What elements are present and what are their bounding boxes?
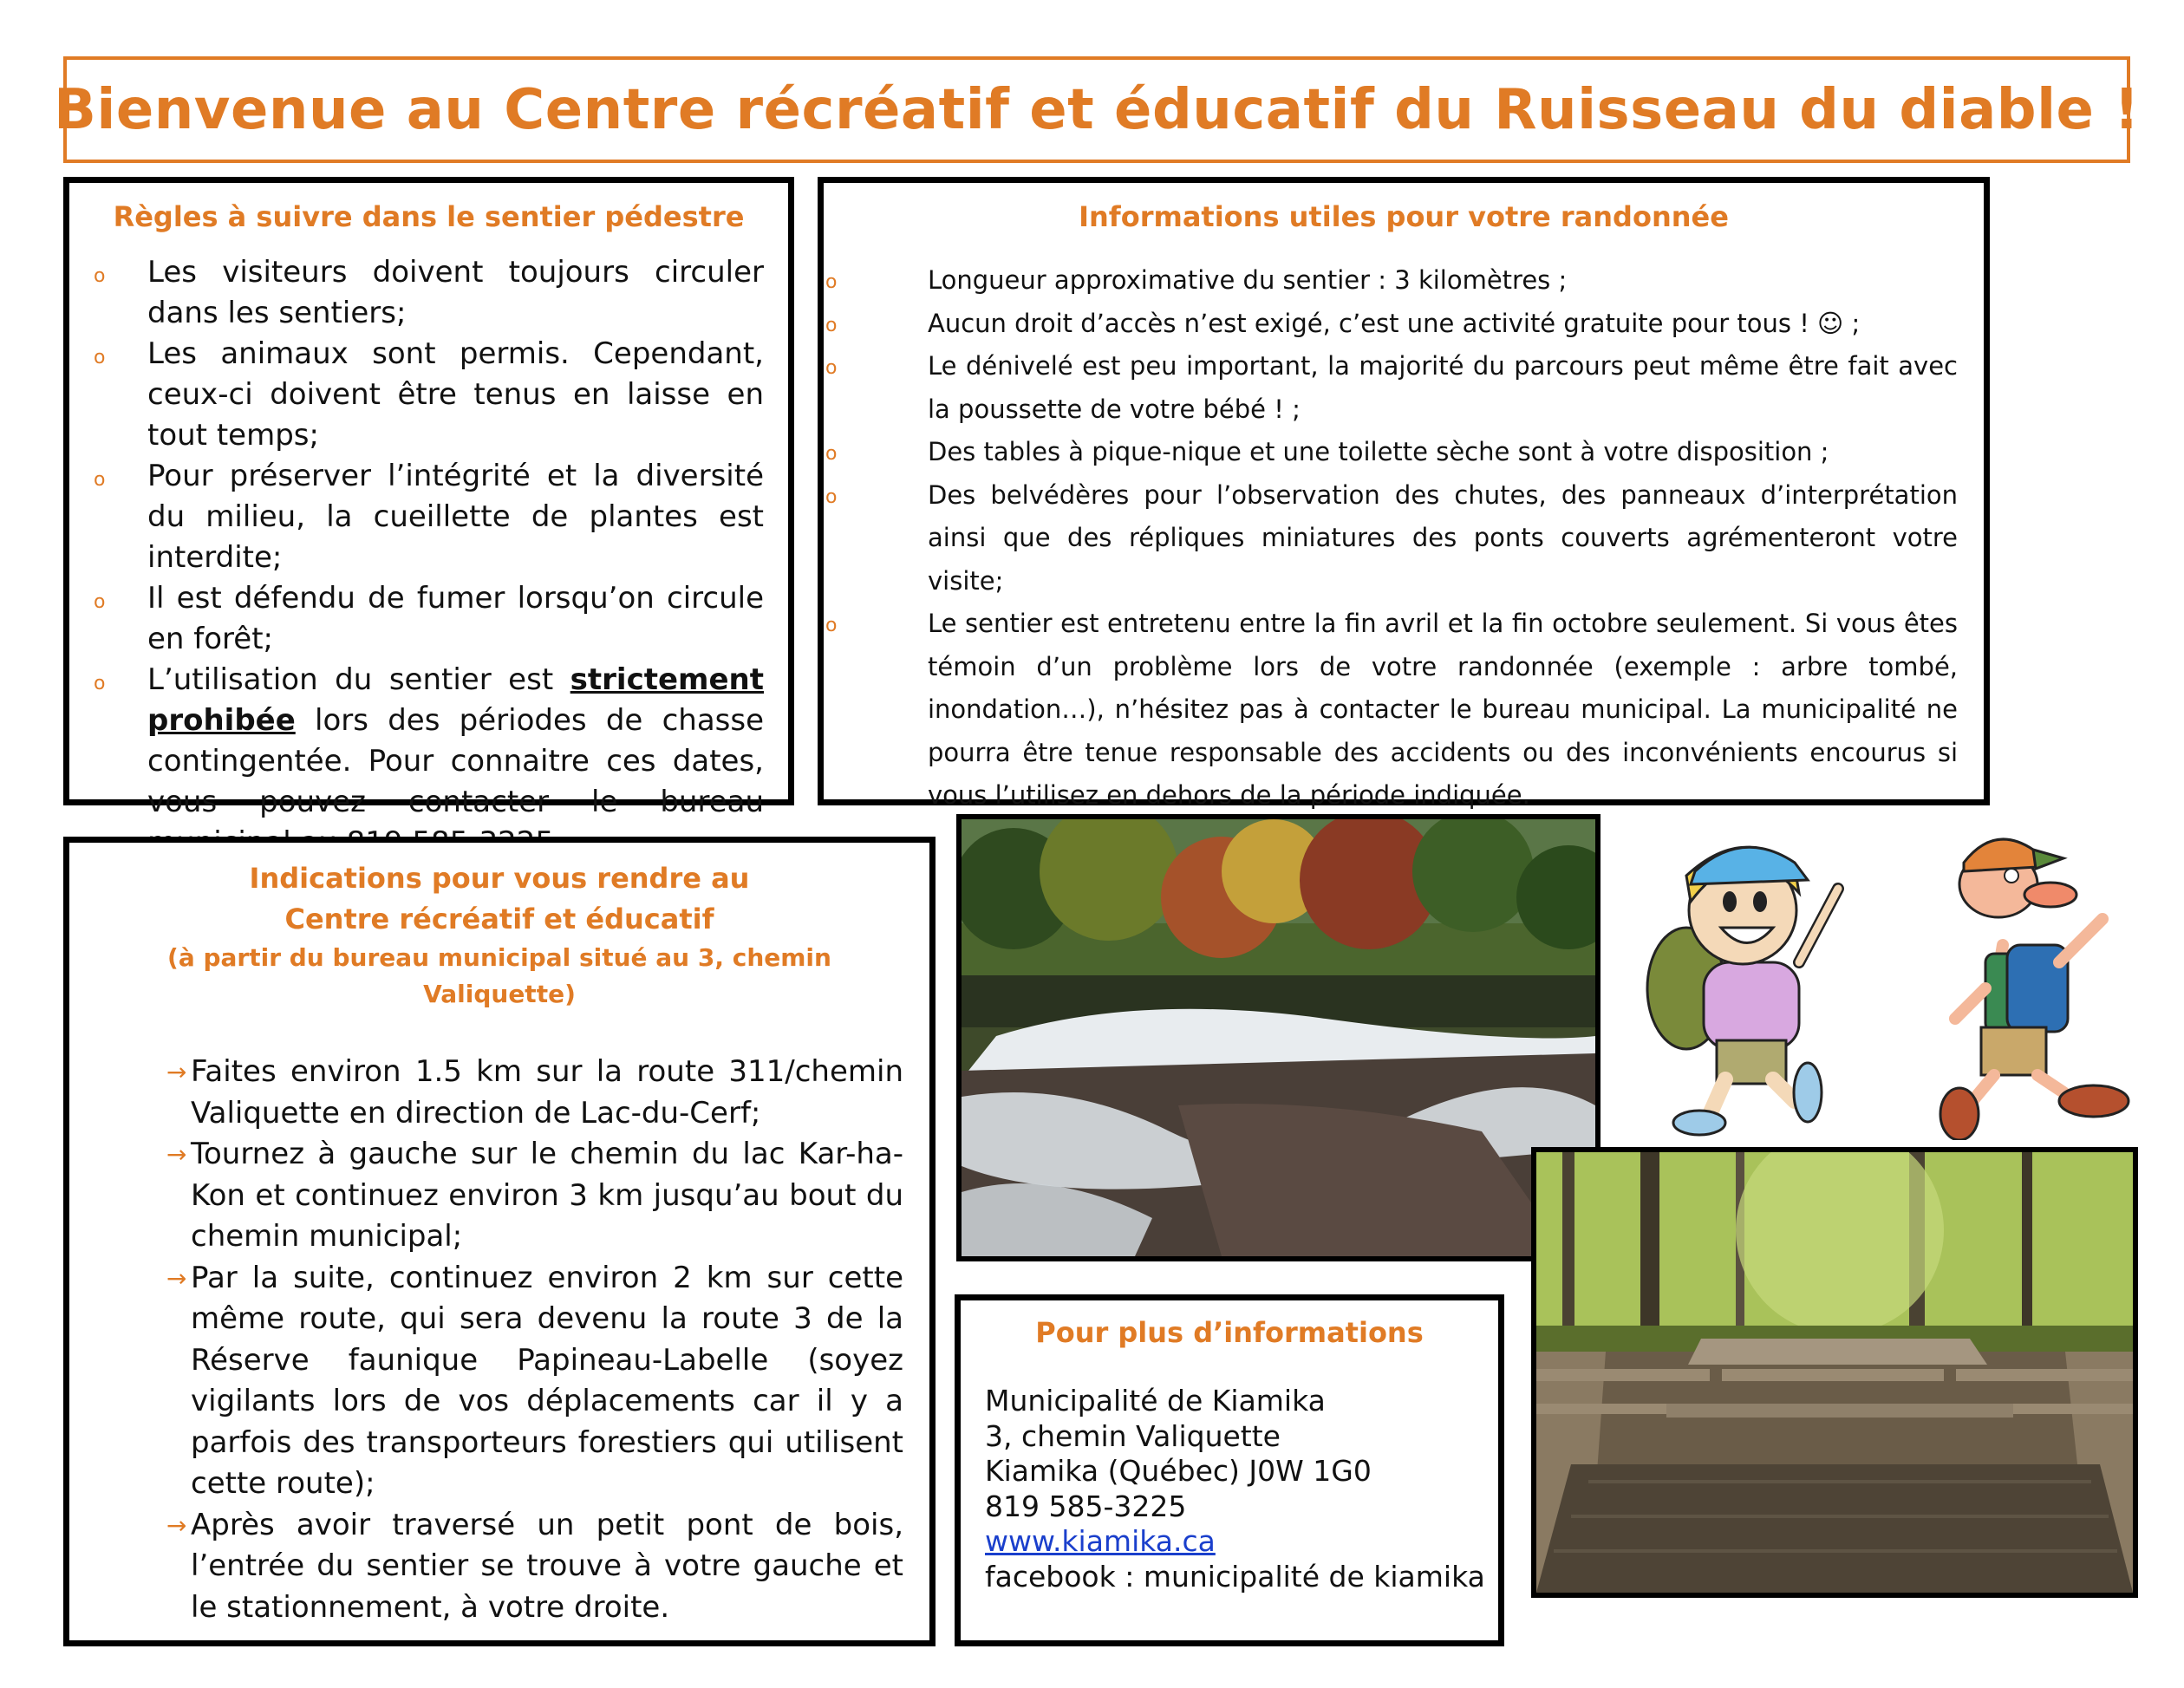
rules-panel <box>63 177 794 819</box>
list-item: o Longueur approximative du sentier : 3 kilomètres ; <box>850 259 1958 303</box>
waterfall-photo <box>956 814 1601 1261</box>
girl-hiker-figure <box>1647 847 1838 1135</box>
title-banner <box>54 56 2140 163</box>
list-item: → Par la suite, continuez environ 2 km sur cette même route, qui sera devenu la route 3 de la Réserve faunique Papineau-Labelle (soyez vigilants lors de vos déplacements car il y a parfois des transporteurs forestiers qui utilisent cette route); <box>95 1258 903 1505</box>
circle-bullet-icon: o <box>825 314 838 336</box>
directions-heading-line1: Indications pour vous rendre au <box>249 862 750 895</box>
circle-bullet-icon: o <box>825 443 838 465</box>
arrow-right-icon: → <box>166 1058 187 1086</box>
website-link[interactable]: www.kiamika.ca <box>985 1524 1216 1558</box>
circle-bullet-icon: o <box>94 469 106 491</box>
contact-phone: 819 585-3225 <box>985 1489 1187 1523</box>
info-list <box>825 259 1958 818</box>
picnic-area-photo <box>1531 1147 2138 1598</box>
rules-list <box>94 252 764 864</box>
list-item: o Des belvédères pour l’observation des chutes, des panneaux d’interprétation ainsi que des répliques miniatures des ponts couverts agrémenteront votre visite; <box>850 474 1958 603</box>
directions-heading-line2: Centre récréatif et éducatif <box>284 903 714 935</box>
waterfall-image <box>962 819 1595 1256</box>
contact-name: Municipalité de Kiamika <box>985 1384 1326 1418</box>
info-heading: Informations utiles pour votre randonnée <box>1079 200 1729 233</box>
contact-panel <box>955 1294 1504 1646</box>
list-item: o Les visiteurs doivent toujours circuler dans les sentiers; <box>94 255 764 330</box>
arrow-right-icon: → <box>166 1140 187 1169</box>
directions-subheading: (à partir du bureau municipal situé au 3, chemin Valiquette) <box>167 943 831 1008</box>
circle-bullet-icon: o <box>94 591 106 613</box>
directions-list <box>95 1052 903 1628</box>
hikers-illustration <box>1621 815 2150 1140</box>
contact-street: 3, chemin Valiquette <box>985 1418 1281 1453</box>
circle-bullet-icon: o <box>94 347 106 368</box>
list-item: o Pour préserver l’intégrité et la diversité du milieu, la cueillette de plantes est interdite; <box>94 459 764 575</box>
circle-bullet-icon: o <box>825 486 838 508</box>
list-item: o Il est défendu de fumer lorsqu’on circule en forêt; <box>94 581 764 656</box>
boy-hiker-figure <box>1940 839 2129 1140</box>
list-item: o Le dénivelé est peu important, la majorité du parcours peut même être fait avec la poussette de votre bébé ! ; <box>850 345 1958 431</box>
contact-facebook: facebook : municipalité de kiamika <box>985 1559 1485 1593</box>
list-item: o Le sentier est entretenu entre la fin avril et la fin octobre seulement. Si vous êtes témoin d’un problème lors de votre randonnée (exemple : arbre tombé, inondation…), n’hésitez pas à contacter le bureau municipal. La municipalité ne pourra être tenue responsable des accidents ou des inconvénients encourus si vous l’utilisez en dehors de la période indiquée. <box>850 603 1958 818</box>
circle-bullet-icon: o <box>825 615 838 636</box>
list-item: → Tournez à gauche sur le chemin du lac Kar-ha-Kon et continuez environ 3 km jusqu’au bout du chemin municipal; <box>95 1134 903 1258</box>
list-item: o Les animaux sont permis. Cependant, ceux-ci doivent être tenus en laisse en tout temps; <box>94 336 764 453</box>
circle-bullet-icon: o <box>825 357 838 379</box>
circle-bullet-icon: o <box>825 271 838 293</box>
rules-heading: Règles à suivre dans le sentier pédestre <box>113 200 745 233</box>
hikers-cartoon <box>1621 815 2150 1140</box>
arrow-right-icon: → <box>166 1263 187 1293</box>
arrow-right-icon: → <box>166 1510 187 1540</box>
contact-city: Kiamika (Québec) J0W 1G0 <box>985 1454 1372 1488</box>
list-item: o Des tables à pique-nique et une toilette sèche sont à votre disposition ; <box>850 431 1958 474</box>
emphasis-text: strictement prohibée <box>147 662 764 738</box>
list-item: → Après avoir traversé un petit pont de bois, l’entrée du sentier se trouve à votre gauche et le stationnement, à votre droite. <box>95 1505 903 1629</box>
picnic-table-image <box>1536 1152 2133 1593</box>
list-item: → Faites environ 1.5 km sur la route 311/chemin Valiquette en direction de Lac-du-Cerf; <box>95 1052 903 1134</box>
info-panel <box>818 177 1990 810</box>
page-title: Bienvenue au Centre récréatif et éducatif du Ruisseau du diable ! <box>54 77 2140 142</box>
contact-heading: Pour plus d’informations <box>1035 1316 1424 1349</box>
directions-panel <box>63 837 936 1646</box>
list-item: o L’utilisation du sentier est strictement prohibée lors des périodes de chasse contingentée. Pour connaitre ces dates, vous pouvez contacter le bureau <box>94 662 764 819</box>
circle-bullet-icon: o <box>94 265 106 287</box>
circle-bullet-icon: o <box>94 673 106 694</box>
list-item: o Aucun droit d’accès n’est exigé, c’est une activité gratuite pour tous ! ☺ ; <box>850 303 1958 346</box>
